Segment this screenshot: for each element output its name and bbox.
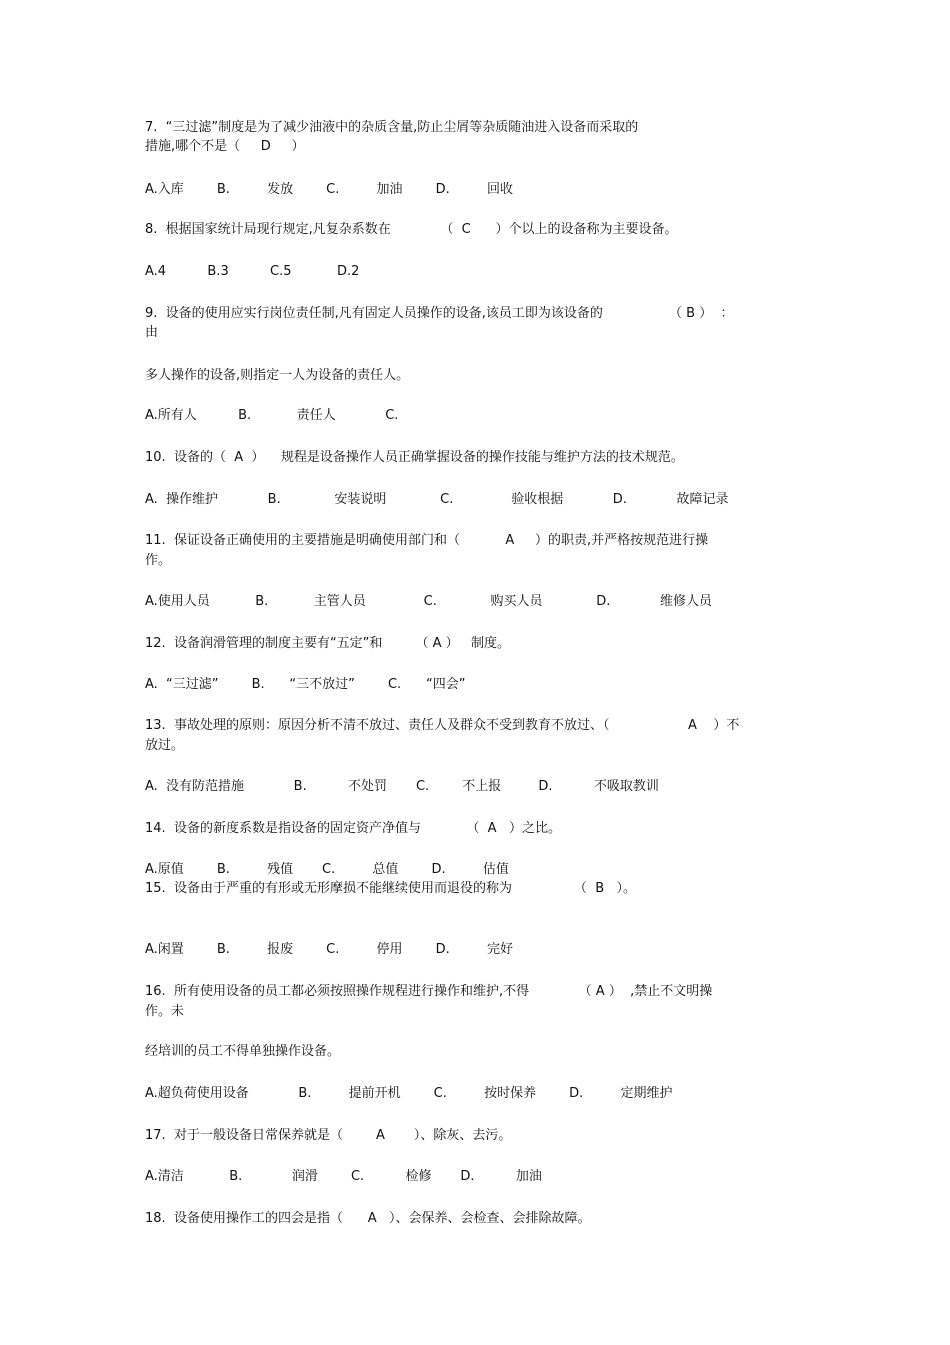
question-18-text: 18. 设备使用操作工的四会是指（ A ）、会保养、会检查、会排除故障。: [145, 1211, 591, 1226]
question-17-text: 17. 对于一般设备日常保养就是（ A ）、除灰、去污。: [145, 1128, 512, 1143]
question-7-text-cont: 措施,哪个不是（ D ）: [145, 139, 305, 154]
question-12-options: A. “三过滤” B. “三不放过” C. “四会”: [145, 677, 466, 692]
question-16-text: 16. 所有使用设备的员工都必须按照操作规程进行操作和维护,不得 （ A ） ,禁止不文明操: [145, 984, 713, 999]
question-14-text: 14. 设备的新度系数是指设备的固定资产净值与 （ A ）之比。: [145, 821, 561, 836]
question-8-text: 8. 根据国家统计局现行规定,凡复杂系数在 （ C ）个以上的设备称为主要设备。: [145, 222, 678, 237]
question-8-options: A.4 B.3 C.5 D.2: [145, 264, 360, 279]
question-11-text-cont: 作。: [145, 553, 172, 568]
question-17-options: A.清洁 B. 润滑 C. 检修 D. 加油: [145, 1169, 542, 1184]
question-16-options: A.超负荷使用设备 B. 提前开机 C. 按时保养 D. 定期维护: [145, 1086, 673, 1101]
question-13-text: 13. 事故处理的原则：原因分析不清不放过、责任人及群众不受到教育不放过、（ A ）不: [145, 718, 740, 733]
question-14-options: A.原值 B. 残值 C. 总值 D. 估值: [145, 862, 509, 877]
question-10-options: A. 操作维护 B. 安装说明 C. 验收根据 D. 故障记录: [145, 492, 729, 507]
question-16-text-cont2: 经培训的员工不得单独操作设备。: [145, 1044, 341, 1059]
question-15-options: A.闲置 B. 报废 C. 停用 D. 完好: [145, 942, 513, 957]
question-15-text: 15. 设备由于严重的有形或无形摩损不能继续使用而退役的称为 （ B ）。: [145, 881, 637, 896]
question-11-options: A.使用人员 B. 主管人员 C. 购买人员 D. 维修人员: [145, 594, 712, 609]
question-16-text-cont: 作。未: [145, 1004, 185, 1019]
question-9-text: 9. 设备的使用应实行岗位责任制,凡有固定人员操作的设备,该员工即为该设备的 （ B ） ：: [145, 306, 734, 321]
question-7-text: 7. “三过滤”制度是为了减少油液中的杂质含量,防止尘屑等杂质随油进入设备而采取的: [145, 120, 639, 135]
question-9-text-cont: 由: [145, 325, 159, 340]
question-13-options: A. 没有防范措施 B. 不处罚 C. 不上报 D. 不吸取教训: [145, 779, 659, 794]
question-12-text: 12. 设备润滑管理的制度主要有“五定”和 （ A ） 制度。: [145, 636, 511, 651]
question-13-text-cont: 放过。: [145, 738, 185, 753]
question-10-text: 10. 设备的（ A ） 规程是设备操作人员正确掌握设备的操作技能与维护方法的技术规范。: [145, 450, 684, 465]
question-7-options: A.入库 B. 发放 C. 加油 D. 回收: [145, 182, 513, 197]
question-9-options: A.所有人 B. 责任人 C.: [145, 408, 399, 423]
question-11-text: 11. 保证设备正确使用的主要措施是明确使用部门和（ A ）的职责,并严格按规范进行操: [145, 533, 709, 548]
question-9-text-cont2: 多人操作的设备,则指定一人为设备的责任人。: [145, 368, 410, 383]
